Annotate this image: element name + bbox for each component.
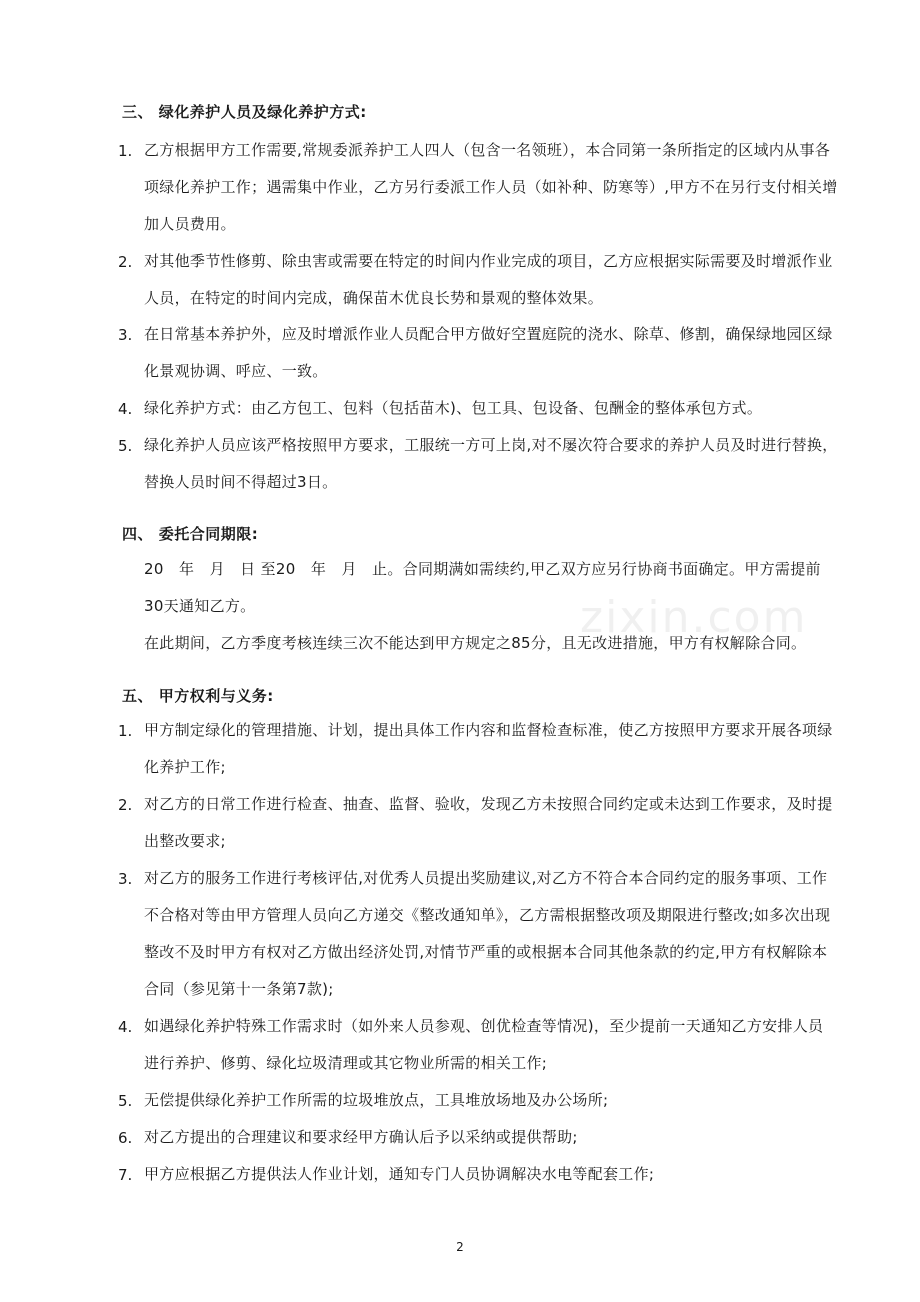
item-number: 2.: [118, 796, 133, 814]
section-heading-4: 四、 委托合同期限:: [122, 525, 259, 543]
page-number: 2: [456, 1240, 464, 1254]
item-text: 乙方根据甲方工作需要,常规委派养护工人四人（包含一名领班），本合同第一条所指定的区域内从事各项绿化养护工作；遇需集中作业，乙方另行委派工作人员（如补种、防寒等）,甲方不在另行支付相关增加人员费用。: [144, 141, 838, 233]
item-number: 5.: [118, 437, 133, 455]
item-text: 甲方应根据乙方提供法人作业计划，通知专门人员协调解决水电等配套工作;: [144, 1165, 655, 1183]
item-text: 绿化养护人员应该严格按照甲方要求，工服统一方可上岗,对不屡次符合要求的养护人员及时进行替换，替换人员时间不得超过3日。: [144, 436, 838, 491]
item-text: 无偿提供绿化养护工作所需的垃圾堆放点，工具堆放场地及办公场所;: [144, 1091, 609, 1109]
item-text: 如遇绿化养护特殊工作需求时（如外来人员参观、创优检查等情况)，至少提前一天通知乙方安排人员进行养护、修剪、绿化垃圾清理或其它物业所需的相关工作;: [144, 1017, 824, 1072]
watermark: zixin.com: [580, 592, 808, 643]
item-text: 甲方制定绿化的管理措施、计划，提出具体工作内容和监督检查标准，使乙方按照甲方要求开展各项绿化养护工作;: [144, 721, 833, 776]
item-text: 对乙方提出的合理建议和要求经甲方确认后予以采纳或提供帮助;: [144, 1128, 578, 1146]
item-text: 在日常基本养护外，应及时增派作业人员配合甲方做好空置庭院的浇水、除草、修割，确保绿地园区绿化景观协调、呼应、一致。: [144, 325, 833, 380]
item-number: 5.: [118, 1092, 133, 1110]
item-number: 4.: [118, 400, 133, 418]
item-number: 1.: [118, 722, 133, 740]
item-text: 对其他季节性修剪、除虫害或需要在特定的时间内作业完成的项目，乙方应根据实际需要及时增派作业人员，在特定的时间内完成，确保苗木优良长势和景观的整体效果。: [144, 252, 833, 307]
item-number: 4.: [118, 1018, 133, 1036]
item-number: 3.: [118, 870, 133, 888]
assessment-paragraph: 在此期间，乙方季度考核连续三次不能达到甲方规定之85分，且无改进措施，甲方有权解除合同。: [144, 634, 807, 652]
item-number: 7.: [118, 1166, 133, 1184]
term-paragraph: 20 年 月 日 至20 年 月 止。合同期满如需续约,甲乙双方应另行协商书面确定。甲方需提前30天通知乙方。: [144, 560, 821, 615]
item-text: 对乙方的服务工作进行考核评估,对优秀人员提出奖励建议,对乙方不符合本合同约定的服务事项、工作不合格对等由甲方管理人员向乙方递交《整改通知单》，乙方需根据整改项及期限进行整改;如多次出现整改不及时甲方有权对乙方做出经济处罚,对情节严重的或根据本合同其他条款的约定,甲方有权解除本合同（参见第十一条第7款);: [144, 869, 831, 998]
item-number: 6.: [118, 1129, 133, 1147]
item-number: 3.: [118, 326, 133, 344]
item-text: 对乙方的日常工作进行检查、抽查、监督、验收，发现乙方未按照合同约定或未达到工作要求，及时提出整改要求;: [144, 795, 833, 850]
section-heading-3: 三、 绿化养护人员及绿化养护方式:: [122, 103, 367, 121]
item-number: 1.: [118, 142, 133, 160]
item-number: 2.: [118, 253, 133, 271]
section-heading-5: 五、 甲方权利与义务:: [122, 687, 274, 705]
item-text: 绿化养护方式：由乙方包工、包料（包括苗木)、包工具、包设备、包酬金的整体承包方式。: [144, 399, 763, 417]
